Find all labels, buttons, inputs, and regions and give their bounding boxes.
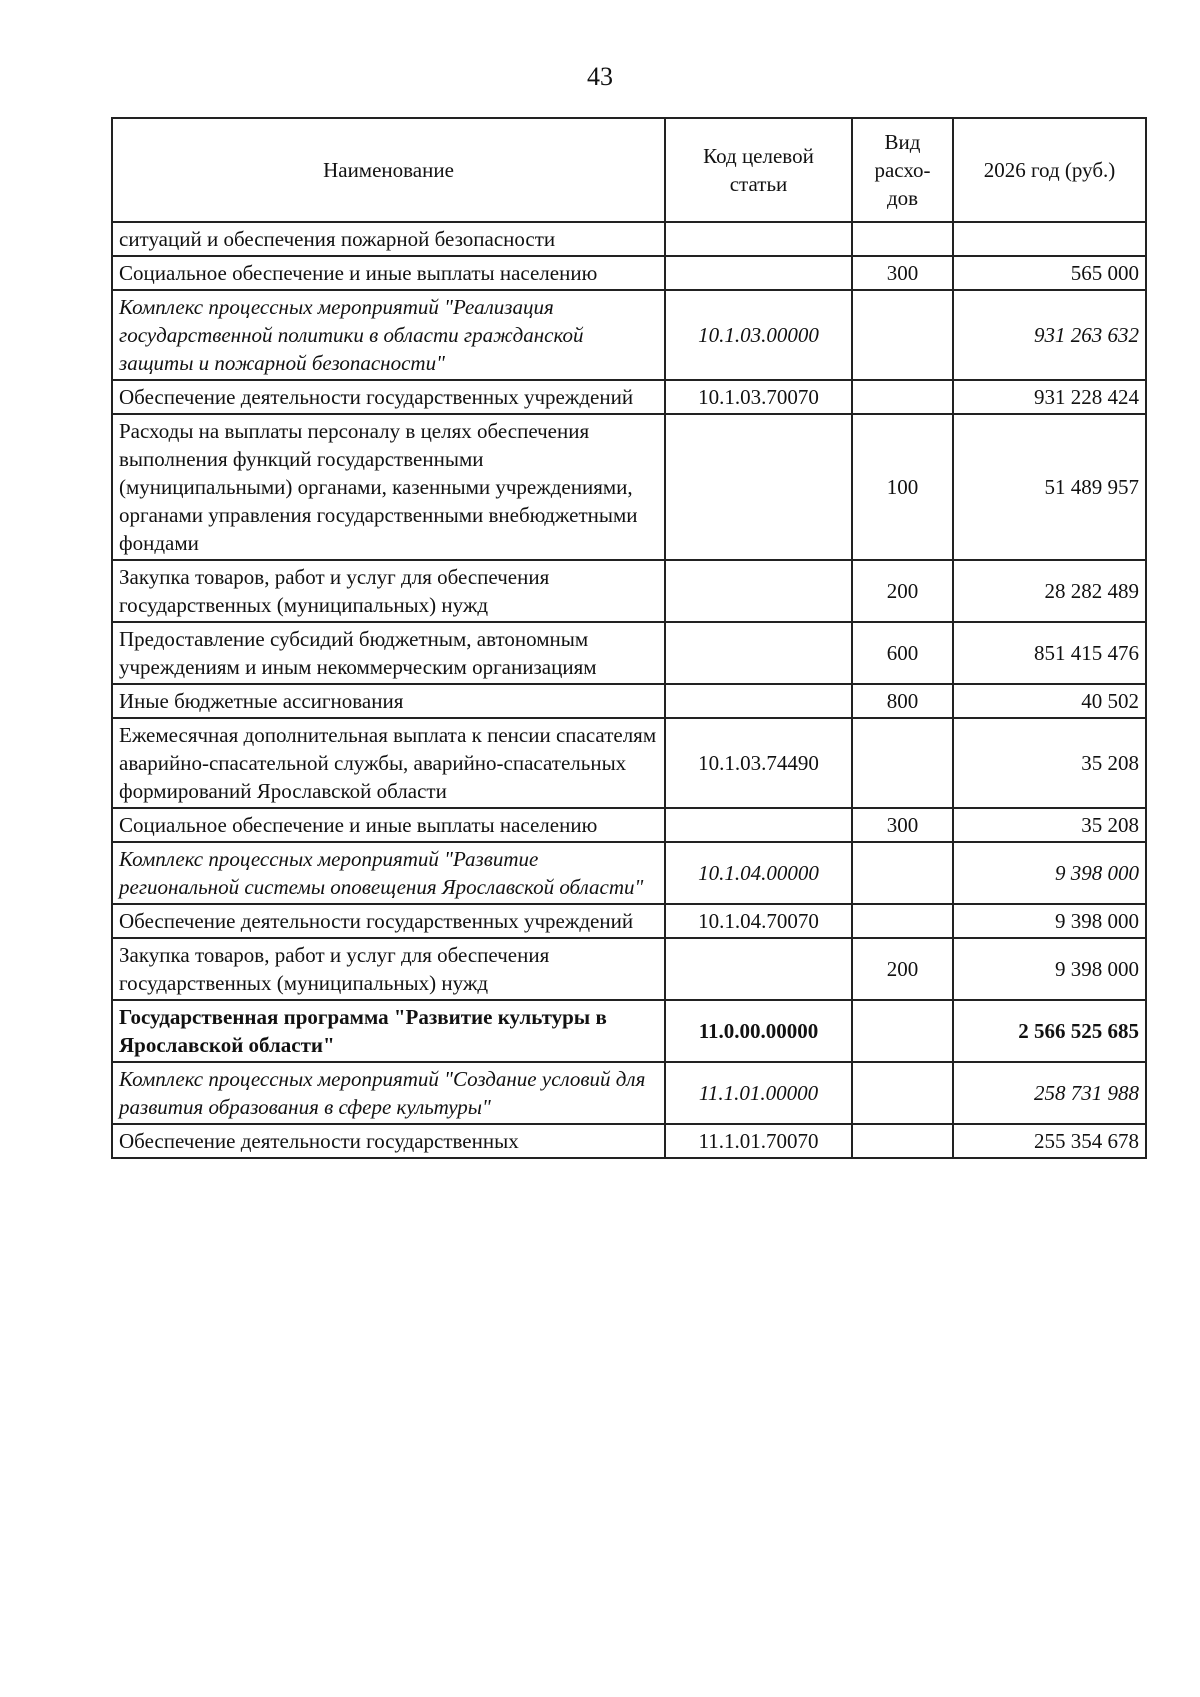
cell-amount: 9 398 000 — [953, 938, 1146, 1000]
cell-expense-type — [852, 222, 953, 256]
cell-expense-type — [852, 290, 953, 380]
cell-expense-type — [852, 842, 953, 904]
cell-amount: 931 228 424 — [953, 380, 1146, 414]
cell-code — [665, 684, 852, 718]
cell-expense-type — [852, 1000, 953, 1062]
cell-name: Социальное обеспечение и иные выплаты населению — [112, 256, 665, 290]
table-row — [112, 1062, 1146, 1124]
cell-expense-type: 600 — [852, 622, 953, 684]
cell-name: Обеспечение деятельности государственных — [112, 1124, 665, 1158]
header-amount-2026: 2026 год (руб.) — [953, 118, 1146, 222]
cell-expense-type — [852, 380, 953, 414]
table-row — [112, 256, 1146, 290]
cell-amount — [953, 222, 1146, 256]
cell-code: 10.1.03.74490 — [665, 718, 852, 808]
cell-amount: 565 000 — [953, 256, 1146, 290]
cell-code: 11.0.00.00000 — [665, 1000, 852, 1062]
cell-name: Иные бюджетные ассигнования — [112, 684, 665, 718]
table-row — [112, 380, 1146, 414]
header-name: Наименование — [112, 118, 665, 222]
cell-name: Комплекс процессных мероприятий "Создание условий для развития образования в сфере культуры" — [112, 1062, 665, 1124]
table-row — [112, 290, 1146, 380]
cell-name: Ежемесячная дополнительная выплата к пенсии спасателям аварийно-спасательной службы, аварийно-спасательных формирований Ярославской области — [112, 718, 665, 808]
table-row — [112, 938, 1146, 1000]
table-row — [112, 560, 1146, 622]
cell-expense-type: 300 — [852, 808, 953, 842]
cell-name: Обеспечение деятельности государственных учреждений — [112, 904, 665, 938]
cell-expense-type — [852, 718, 953, 808]
cell-code — [665, 222, 852, 256]
cell-amount: 851 415 476 — [953, 622, 1146, 684]
cell-amount: 9 398 000 — [953, 904, 1146, 938]
cell-amount: 35 208 — [953, 808, 1146, 842]
cell-expense-type: 200 — [852, 560, 953, 622]
table-row — [112, 842, 1146, 904]
cell-code: 11.1.01.00000 — [665, 1062, 852, 1124]
table-row — [112, 622, 1146, 684]
cell-expense-type: 800 — [852, 684, 953, 718]
page-number: 43 — [587, 62, 613, 91]
cell-name: Расходы на выплаты персоналу в целях обеспечения выполнения функций государственными (муниципальными) органами, казенными учреждениями, органами управления государственными внебюджетными фондами — [112, 414, 665, 560]
header-code: Код целевой статьи — [665, 118, 852, 222]
cell-expense-type: 100 — [852, 414, 953, 560]
cell-expense-type — [852, 904, 953, 938]
cell-code — [665, 938, 852, 1000]
cell-amount: 51 489 957 — [953, 414, 1146, 560]
cell-code: 10.1.04.00000 — [665, 842, 852, 904]
table-row — [112, 414, 1146, 560]
cell-name: Социальное обеспечение и иные выплаты населению — [112, 808, 665, 842]
header-expense-type: Вид расхо-дов — [852, 118, 953, 222]
cell-name: Закупка товаров, работ и услуг для обеспечения государственных (муниципальных) нужд — [112, 938, 665, 1000]
cell-amount: 40 502 — [953, 684, 1146, 718]
cell-expense-type: 200 — [852, 938, 953, 1000]
cell-expense-type — [852, 1124, 953, 1158]
table-header-row — [112, 118, 1146, 222]
budget-table — [111, 117, 1147, 1159]
table-row — [112, 222, 1146, 256]
table-row — [112, 1000, 1146, 1062]
cell-name: Закупка товаров, работ и услуг для обеспечения государственных (муниципальных) нужд — [112, 560, 665, 622]
cell-name: Комплекс процессных мероприятий "Реализация государственной политики в области гражданской защиты и пожарной безопасности" — [112, 290, 665, 380]
table-row — [112, 718, 1146, 808]
cell-code — [665, 414, 852, 560]
cell-code — [665, 622, 852, 684]
cell-code — [665, 808, 852, 842]
table-row — [112, 904, 1146, 938]
cell-code: 10.1.04.70070 — [665, 904, 852, 938]
table-row — [112, 808, 1146, 842]
cell-code — [665, 256, 852, 290]
cell-code: 10.1.03.00000 — [665, 290, 852, 380]
cell-expense-type — [852, 1062, 953, 1124]
cell-amount: 35 208 — [953, 718, 1146, 808]
table-row — [112, 1124, 1146, 1158]
cell-code — [665, 560, 852, 622]
cell-amount: 255 354 678 — [953, 1124, 1146, 1158]
cell-amount: 258 731 988 — [953, 1062, 1146, 1124]
cell-code: 11.1.01.70070 — [665, 1124, 852, 1158]
cell-amount: 2 566 525 685 — [953, 1000, 1146, 1062]
cell-amount: 9 398 000 — [953, 842, 1146, 904]
cell-amount: 931 263 632 — [953, 290, 1146, 380]
cell-name: Государственная программа "Развитие культуры в Ярославской области" — [112, 1000, 665, 1062]
cell-name: Комплекс процессных мероприятий "Развитие региональной системы оповещения Ярославской области" — [112, 842, 665, 904]
cell-code: 10.1.03.70070 — [665, 380, 852, 414]
table-row — [112, 684, 1146, 718]
cell-amount: 28 282 489 — [953, 560, 1146, 622]
cell-name: ситуаций и обеспечения пожарной безопасности — [112, 222, 665, 256]
cell-name: Обеспечение деятельности государственных учреждений — [112, 380, 665, 414]
cell-expense-type: 300 — [852, 256, 953, 290]
cell-name: Предоставление субсидий бюджетным, автономным учреждениям и иным некоммерческим организациям — [112, 622, 665, 684]
